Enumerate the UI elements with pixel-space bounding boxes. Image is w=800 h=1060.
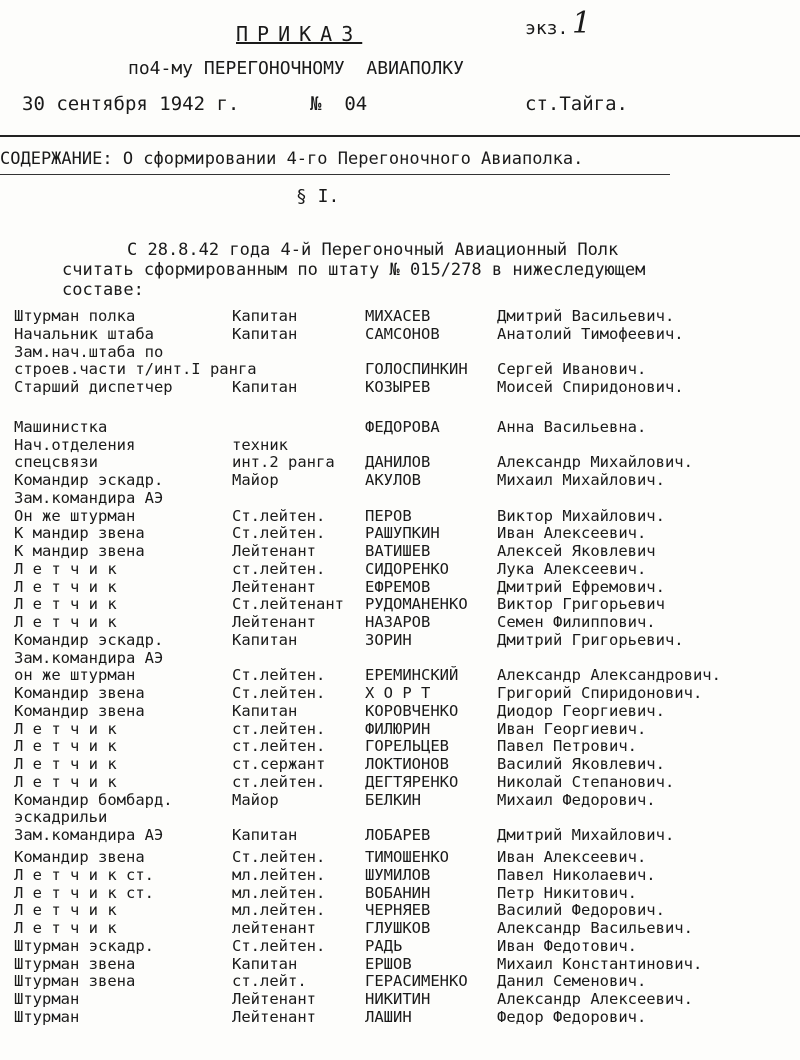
surname-cell: ВОБАНИН	[365, 883, 431, 902]
surname-cell: РУДОМАНЕНКО	[365, 595, 468, 614]
rank-cell: ст.лейтен.	[232, 559, 326, 578]
surname-cell: САМСОНОВ	[365, 324, 440, 343]
given-name-cell: Анна Васильевна.	[497, 417, 647, 436]
surname-cell: НИКИТИН	[365, 990, 431, 1008]
roster-row	[0, 849, 800, 867]
copy-label: экз.	[525, 18, 569, 39]
position-cell: Нач.отделения	[14, 435, 136, 454]
rank-cell: Лейтенант	[232, 577, 316, 596]
roster-row	[0, 543, 800, 561]
position-cell: Л е т ч и к	[14, 919, 117, 937]
surname-cell: ПЕРОВ	[365, 506, 412, 525]
rank-cell: Лейтенант	[232, 990, 316, 1008]
given-name-cell: Дмитрий Васильевич.	[497, 307, 675, 325]
given-name-cell: Дмитрий Михайлович.	[497, 826, 675, 844]
rank-cell: ст.лейт.	[232, 972, 307, 991]
position-cell: Зам.нач.штаба по	[14, 342, 164, 361]
position-cell: Л е т ч и к ст.	[14, 865, 154, 884]
rank-cell: мл.лейтен.	[232, 865, 326, 884]
position-cell: Л е т ч и к	[14, 737, 117, 756]
given-name-cell: Алексей Яковлевич	[497, 542, 656, 560]
surname-cell: ФИЛЮРИН	[365, 719, 431, 738]
surname-cell: ТИМОШЕНКО	[365, 848, 449, 866]
position-cell: Зам.командира АЭ	[14, 648, 164, 667]
position-cell: он же штурман	[14, 666, 136, 685]
position-cell: Л е т ч и к	[14, 559, 117, 578]
rank-cell: Ст.лейтен.	[232, 848, 326, 866]
given-name-cell: Иван Алексеевич.	[497, 848, 647, 866]
roster-row	[0, 902, 800, 920]
given-name-cell: Федор Федорович.	[497, 1007, 647, 1026]
given-name-cell: Петр Никитович.	[497, 883, 637, 902]
surname-cell: АКУЛОВ	[365, 471, 421, 489]
given-name-cell: Лука Алексеевич.	[497, 559, 647, 578]
rank-cell: Ст.лейтен.	[232, 684, 326, 702]
roster-row	[0, 561, 800, 579]
order-number: № 04	[310, 93, 368, 115]
given-name-cell: Дмитрий Ефремович.	[497, 577, 665, 596]
intro-line: считать сформированным по штату № 015/278 в нижеследующем	[62, 260, 646, 280]
roster-row	[0, 809, 800, 827]
document-title: ПРИКАЗ	[236, 22, 363, 46]
intro-line: составе:	[62, 280, 144, 300]
roster-row	[0, 650, 800, 668]
given-name-cell: Михаил Федорович.	[497, 790, 656, 809]
roster-row	[0, 703, 800, 721]
roster-row	[0, 419, 800, 437]
position-cell: Он же штурман	[14, 506, 136, 525]
rank-cell: мл.лейтен.	[232, 901, 326, 920]
contents-underline	[0, 174, 670, 175]
rank-cell: Капитан	[232, 826, 298, 844]
rank-cell: Ст.лейтен.	[232, 506, 326, 525]
given-name-cell: Павел Николаевич.	[497, 865, 656, 884]
given-name-cell: Семен Филиппович.	[497, 613, 656, 631]
position-cell: Командир звена	[14, 701, 145, 720]
roster-row	[0, 596, 800, 614]
position-cell: Старший диспетчер	[14, 378, 173, 396]
roster-row	[0, 920, 800, 938]
rank-cell: Капитан	[232, 324, 298, 343]
surname-cell: ЛОКТИОНОВ	[365, 755, 449, 773]
rank-cell: техник	[232, 435, 288, 454]
rank-cell: лейтенант	[232, 919, 316, 937]
surname-cell: МИХАСЕВ	[365, 307, 431, 325]
surname-cell: ДАНИЛОВ	[365, 453, 431, 472]
rank-cell: Капитан	[232, 630, 298, 649]
position-cell: Зам.командира АЭ	[14, 488, 164, 507]
roster-row	[0, 579, 800, 597]
rank-cell: ст.лейтен.	[232, 737, 326, 756]
header-divider	[0, 135, 800, 137]
contents-line: СОДЕРЖАНИЕ: О сформировании 4-го Перегоночного Авиаполка.	[0, 149, 584, 169]
position-cell: Командир звена	[14, 848, 145, 866]
surname-cell: ЕРШОВ	[365, 954, 412, 973]
rank-cell: ст.лейтен.	[232, 772, 326, 791]
rank-cell: инт.2 ранга	[232, 453, 335, 472]
rank-cell: Ст.лейтен.	[232, 524, 326, 543]
position-cell: К мандир звена	[14, 524, 145, 543]
given-name-cell: Александр Васильевич.	[497, 919, 693, 937]
rank-cell: Майор	[232, 471, 279, 489]
surname-cell: КОРОВЧЕНКО	[365, 701, 459, 720]
surname-cell: ГОРЕЛЬЦЕВ	[365, 737, 449, 756]
roster-row	[0, 472, 800, 490]
rank-cell: Майор	[232, 790, 279, 809]
surname-cell: ФЕДОРОВА	[365, 417, 440, 436]
given-name-cell: Сергей Иванович.	[497, 360, 647, 379]
position-cell: Командир бомбард.	[14, 790, 173, 809]
given-name-cell: Дмитрий Григорьевич.	[497, 630, 684, 649]
given-name-cell: Данил Семенович.	[497, 972, 647, 991]
given-name-cell: Григорий Спиридонович.	[497, 684, 703, 702]
roster-row	[0, 774, 800, 792]
surname-cell: КОЗЫРЕВ	[365, 378, 431, 396]
surname-cell: ДЕГТЯРЕНКО	[365, 772, 459, 791]
position-cell: Л е т ч и к	[14, 613, 117, 631]
intro-line: С 28.8.42 года 4-й Перегоночный Авиационный Полк	[127, 240, 619, 260]
roster-row	[0, 379, 800, 397]
surname-cell: СИДОРЕНКО	[365, 559, 449, 578]
section-heading: § I.	[296, 186, 340, 207]
roster-row	[0, 667, 800, 685]
roster-row	[0, 991, 800, 1009]
surname-cell: РАДЬ	[365, 936, 403, 955]
given-name-cell: Диодор Георгиевич.	[497, 701, 665, 720]
rank-cell: Лейтенант	[232, 1007, 316, 1026]
roster-row	[0, 938, 800, 956]
surname-cell: ЛОБАРЕВ	[365, 826, 431, 844]
roster-row	[0, 721, 800, 739]
surname-cell: ШУМИЛОВ	[365, 865, 431, 884]
given-name-cell: Моисей Спиридонович.	[497, 378, 684, 396]
position-cell: Командир эскадр.	[14, 630, 164, 649]
roster-row	[0, 308, 800, 326]
position-cell: Л е т ч и к	[14, 577, 117, 596]
surname-cell: ЗОРИН	[365, 630, 412, 649]
given-name-cell: Иван Федотович.	[497, 936, 637, 955]
document-subtitle: по4-му ПЕРЕГОНОЧНОМУ АВИАПОЛКУ	[128, 58, 464, 79]
given-name-cell: Николай Степанович.	[497, 772, 675, 791]
surname-cell: ЛАШИН	[365, 1007, 412, 1026]
roster-row	[0, 1009, 800, 1027]
rank-cell: Лейтенант	[232, 613, 316, 631]
position-cell: Командир звена	[14, 684, 145, 702]
position-cell: Л е т ч и к	[14, 719, 117, 738]
position-cell: строев.части т/инт.I ранга	[14, 360, 257, 379]
rank-cell: Ст.лейтен.	[232, 936, 326, 955]
given-name-cell: Александр Михайлович.	[497, 453, 693, 472]
position-cell: Л е т ч и к	[14, 755, 117, 773]
order-date: 30 сентября 1942 г.	[22, 93, 240, 115]
roster-row	[0, 437, 800, 455]
given-name-cell: Михаил Михайлович.	[497, 471, 665, 489]
roster-row	[0, 973, 800, 991]
roster-row	[0, 738, 800, 756]
roster-row	[0, 792, 800, 810]
roster-row	[0, 508, 800, 526]
given-name-cell: Виктор Григорьевич	[497, 595, 665, 614]
position-cell: Штурман эскадр.	[14, 936, 154, 955]
roster-row	[0, 397, 800, 419]
given-name-cell: Виктор Михайлович.	[497, 506, 665, 525]
roster-row	[0, 454, 800, 472]
roster-row	[0, 525, 800, 543]
given-name-cell: Иван Алексеевич.	[497, 524, 647, 543]
given-name-cell: Михаил Константинович.	[497, 954, 703, 973]
roster-row	[0, 956, 800, 974]
rank-cell: мл.лейтен.	[232, 883, 326, 902]
position-cell: Л е т ч и к	[14, 595, 117, 614]
given-name-cell: Павел Петрович.	[497, 737, 637, 756]
rank-cell: Ст.лейтен.	[232, 666, 326, 685]
surname-cell: БЕЛКИН	[365, 790, 421, 809]
given-name-cell: Александр Александрович.	[497, 666, 721, 685]
given-name-cell: Иван Георгиевич.	[497, 719, 647, 738]
rank-cell: ст.сержант	[232, 755, 326, 773]
roster-row	[0, 885, 800, 903]
surname-cell: ГОЛОСПИНКИН	[365, 360, 468, 379]
surname-cell: ВАТИШЕВ	[365, 542, 431, 560]
roster-row	[0, 685, 800, 703]
roster-row	[0, 344, 800, 362]
position-cell: Зам.командира АЭ	[14, 826, 164, 844]
surname-cell: ЧЕРНЯЕВ	[365, 901, 431, 920]
position-cell: Л е т ч и к	[14, 772, 117, 791]
position-cell: Л е т ч и к ст.	[14, 883, 154, 902]
roster-row	[0, 490, 800, 508]
rank-cell: Капитан	[232, 701, 298, 720]
position-cell: К мандир звена	[14, 542, 145, 560]
surname-cell: ЕФРЕМОВ	[365, 577, 431, 596]
surname-cell: НАЗАРОВ	[365, 613, 431, 631]
rank-cell: Капитан	[232, 378, 298, 396]
position-cell: Штурман звена	[14, 954, 136, 973]
roster-list	[0, 308, 800, 1027]
roster-row	[0, 326, 800, 344]
position-cell: спецсвязи	[14, 453, 98, 472]
roster-row	[0, 827, 800, 849]
position-cell: эскадрильи	[14, 808, 108, 827]
position-cell: Начальник штаба	[14, 324, 154, 343]
rank-cell: Капитан	[232, 307, 298, 325]
position-cell: Машинистка	[14, 417, 108, 436]
copy-number: 1	[572, 6, 592, 41]
rank-cell: Капитан	[232, 954, 298, 973]
surname-cell: Х О Р Т	[365, 684, 431, 702]
roster-row	[0, 756, 800, 774]
roster-row	[0, 361, 800, 379]
position-cell: Штурман	[14, 990, 80, 1008]
given-name-cell: Александр Алексеевич.	[497, 990, 693, 1008]
roster-row	[0, 632, 800, 650]
position-cell: Штурман	[14, 1007, 80, 1026]
given-name-cell: Василий Яковлевич.	[497, 755, 665, 773]
rank-cell: Ст.лейтенант	[232, 595, 344, 614]
position-cell: Штурман звена	[14, 972, 136, 991]
surname-cell: ГЕРАСИМЕНКО	[365, 972, 468, 991]
position-cell: Л е т ч и к	[14, 901, 117, 920]
roster-row	[0, 867, 800, 885]
surname-cell: РАШУПКИН	[365, 524, 440, 543]
given-name-cell: Василий Федорович.	[497, 901, 665, 920]
order-station: ст.Тайга.	[525, 93, 628, 115]
surname-cell: ГЛУШКОВ	[365, 919, 431, 937]
intro-paragraph	[62, 240, 645, 300]
surname-cell: ЕРЕМИНСКИЙ	[365, 666, 459, 685]
rank-cell: Лейтенант	[232, 542, 316, 560]
position-cell: Штурман полка	[14, 307, 136, 325]
position-cell: Командир эскадр.	[14, 471, 164, 489]
rank-cell: ст.лейтен.	[232, 719, 326, 738]
roster-row	[0, 614, 800, 632]
given-name-cell: Анатолий Тимофеевич.	[497, 324, 684, 343]
